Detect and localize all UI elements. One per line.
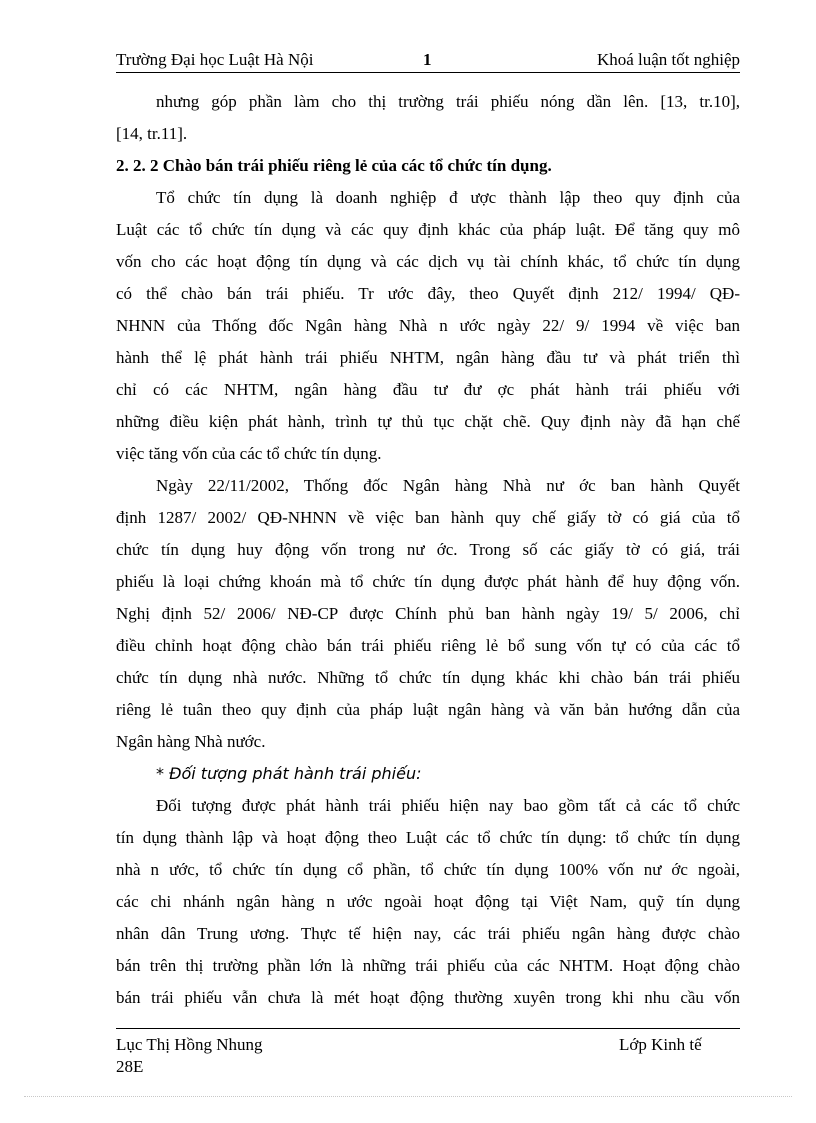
page-edge-divider <box>24 1096 792 1097</box>
body-line: điều chỉnh hoạt động chào bán trái phiếu riêng lẻ bổ sung vốn tự có của các tổ <box>116 636 740 655</box>
body-line: phiếu là loại chứng khoán mà tổ chức tín dụng được phát hành để huy động vốn. <box>116 572 740 591</box>
section-heading: 2. 2. 2 Chào bán trái phiếu riêng lẻ của các tổ chức tín dụng. <box>116 156 552 175</box>
body-line: những điều kiện phát hành, trình tự thủ tục chặt chẽ. Quy định này đã hạn chế <box>116 412 740 431</box>
body-line: tín dụng thành lập và hoạt động theo Luật các tổ chức tín dụng: tổ chức tín dụng <box>116 828 740 847</box>
body-line: Đối tượng được phát hành trái phiếu hiện nay bao gồm tất cả các tổ chức <box>156 796 740 815</box>
body-line: Tổ chức tín dụng là doanh nghiệp đ ược thành lập theo quy định của <box>156 188 740 207</box>
body-line: Ngân hàng Nhà nước. <box>116 732 266 751</box>
body-line: các chi nhánh ngân hàng n ước ngoài hoạt động tại Việt Nam, quỹ tín dụng <box>116 892 740 911</box>
page-footer <box>116 1028 740 1076</box>
body-line: riêng lẻ tuân theo quy định của pháp luật ngân hàng và văn bản hướng dẫn của <box>116 700 740 719</box>
body-line: định 1287/ 2002/ QĐ-NHNN về việc ban hành quy chế giấy tờ có giá của tổ <box>116 508 740 527</box>
body-line: chức tín dụng nhà nước. Những tổ chức tín dụng khác khi chào bán trái phiếu <box>116 668 740 687</box>
body-line: nhân dân Trung ương. Thực tế hiện nay, các trái phiếu ngân hàng được chào <box>116 924 740 943</box>
body-line: Ngày 22/11/2002, Thống đốc Ngân hàng Nhà nư ớc ban hành Quyết <box>156 476 740 495</box>
header-doc-type: Khoá luận tốt nghiệp <box>596 50 740 69</box>
body-line: bán trên thị trường phần lớn là những trái phiếu của các NHTM. Hoạt động chào <box>116 956 740 975</box>
body-line: Luật các tổ chức tín dụng và các quy định khác của pháp luật. Để tăng quy mô <box>116 220 740 239</box>
body-line: có thể chào bán trái phiếu. Tr ước đây, theo Quyết định 212/ 1994/ QĐ- <box>116 284 740 303</box>
body-line: nhà n ước, tổ chức tín dụng cổ phần, tổ chức tín dụng 100% vốn nư ớc ngoài, <box>116 860 740 879</box>
body-line: NHNN của Thống đốc Ngân hàng Nhà n ước ngày 22/ 9/ 1994 về việc ban <box>116 316 740 335</box>
document-body <box>116 86 740 1014</box>
body-line: vốn cho các hoạt động tín dụng và các dịch vụ tài chính khác, tổ chức tín dụng <box>116 252 740 271</box>
body-line: chức tín dụng huy động vốn trong nư ớc. Trong số các giấy tờ có giá, trái <box>116 540 740 559</box>
footer-class-number: 28E <box>116 1057 144 1076</box>
header-school: Trường Đại học Luật Hà Nội <box>116 50 314 69</box>
body-line: chỉ có các NHTM, ngân hàng đầu tư đư ợc phát hành trái phiếu với <box>116 380 740 399</box>
page-header <box>116 50 740 73</box>
body-line: việc tăng vốn của các tổ chức tín dụng. <box>116 444 382 463</box>
body-line: [14, tr.11]. <box>116 124 188 143</box>
body-line: hành thể lệ phát hành trái phiếu NHTM, ngân hàng đầu tư và phát triển thì <box>116 348 740 367</box>
body-line: nhưng góp phần làm cho thị trường trái phiếu nóng dần lên. [13, tr.10], <box>156 92 740 111</box>
footer-class: Lớp Kinh tế <box>619 1035 702 1054</box>
footer-author: Lục Thị Hồng Nhung <box>116 1035 263 1054</box>
body-line: Nghị định 52/ 2006/ NĐ-CP được Chính phủ ban hành ngày 19/ 5/ 2006, chỉ <box>116 604 740 623</box>
header-page-number: 1 <box>423 50 432 69</box>
subsection-label: * Đối tượng phát hành trái phiếu: <box>156 764 422 783</box>
body-line: bán trái phiếu vẫn chưa là mét hoạt động thường xuyên trong khi nhu cầu vốn <box>116 988 740 1007</box>
